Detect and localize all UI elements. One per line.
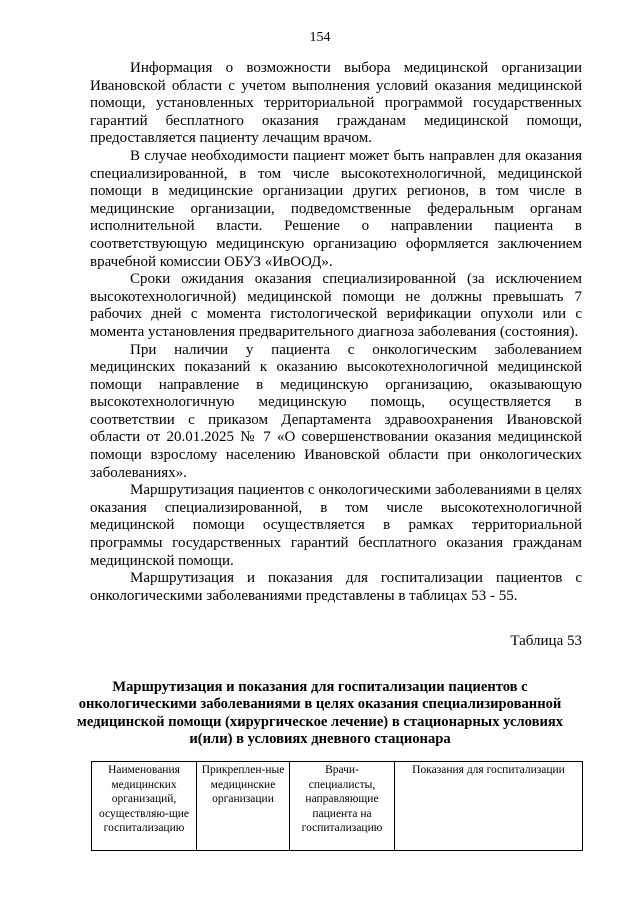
page-number: 154 [309,30,331,45]
paragraph: При наличии у пациента с онкологическим заболеванием медицинских показаний к оказанию высокотехнологичной медицинской помощи направление в медицинскую организацию, оказывающую высокотехнологичную медицинскую помощь, осуществляется в соответствии с приказом Департамента здравоохранения Ивановской области от 20.01.2025 № 7 «О совершенствовании оказания медицинской помощи взрослому населению Ивановской области при онкологических заболеваниях». [90,341,582,481]
paragraph: Маршрутизация и показания для госпитализации пациентов с онкологическими заболеваниями представлены в таблицах 53 - 55. [90,570,582,604]
header-attached-organizations: Прикреплен-ные медицинские организации [197,762,290,851]
table-header-row [92,762,583,851]
paragraph: Информация о возможности выбора медицинской организации Ивановской области с учетом выполнения условий оказания медицинской помощи, установленных территориальной программой государственных гарантий бесплатного оказания гражданам медицинской помощи, предоставляется пациенту лечащим врачом. [90,60,582,147]
header-referring-specialists: Врачи-специалисты, направляющие пациента на госпитализацию [290,762,395,851]
header-indications: Показания для госпитализации [395,762,583,851]
paragraph: Сроки ожидания оказания специализированной (за исключением высокотехнологичной) медицинской помощи не должны превышать 7 рабочих дней с момента гистологической верификации опухоли или с момента установления предварительного диагноза заболевания (состояния). [90,271,582,340]
table-label: Таблица 53 [510,633,582,649]
paragraph: В случае необходимости пациент может быть направлен для оказания специализированной, в том числе высокотехнологичной, медицинской помощи в медицинские организации других регионов, в том числе в медицинские организации, подведомственные федеральным органам исполнительной власти. Решение о направлении пациента в соответствующую медицинскую организацию оформляется заключением врачебной комиссии ОБУЗ «ИвООД». [90,147,582,270]
routing-table [91,761,583,851]
header-organizations: Наименования медицинских организаций, осуществляю-щие госпитализацию [92,762,197,851]
paragraph: Маршрутизация пациентов с онкологическими заболеваниями в целях оказания специализированной, в том числе высокотехнологичной медицинской помощи осуществляется в рамках территориальной программы государственных гарантий бесплатного оказания гражданам медицинской помощи. [90,482,582,569]
table-title: Маршрутизация и показания для госпитализации пациентов с онкологическими заболеваниями в целях оказания специализированной медицинской помощи (хирургическое лечение) в стационарных условиях и(или) в условиях дневного стационара [76,679,564,748]
body-text [90,60,582,605]
